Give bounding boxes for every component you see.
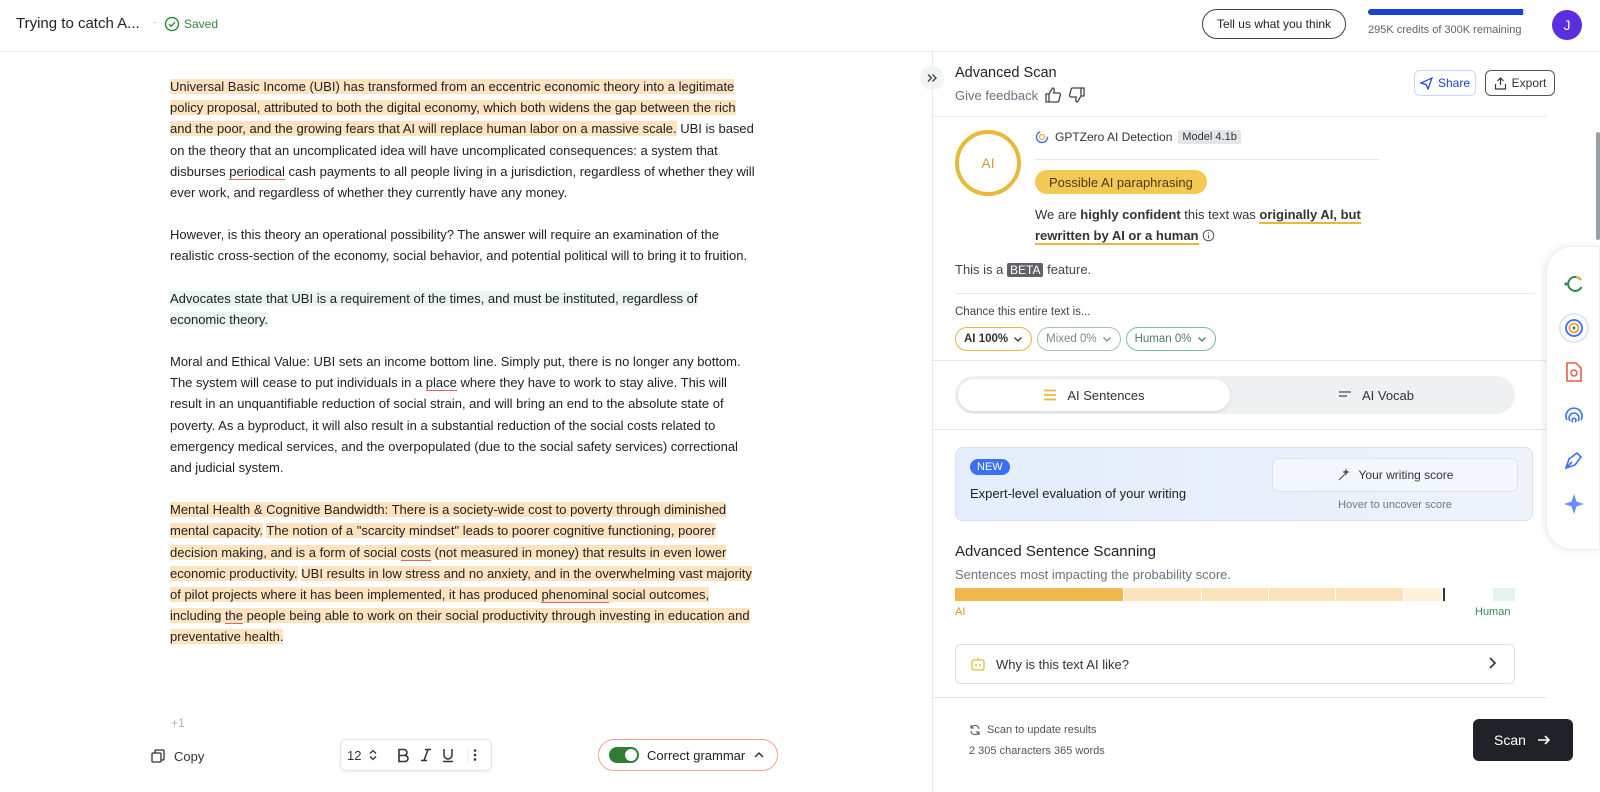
ai-highlighted-sentence[interactable]: Universal Basic Income (UBI) has transformed from an eccentric economic theory into a legitimate policy proposal, attributed to both the digital economy, which both widens the gap between the rich and the poor, and the growing fears that AI will replace human labor on a massive scale. — [170, 79, 736, 137]
divider — [933, 116, 1547, 117]
gptzero-logo-icon — [1035, 130, 1049, 144]
grammar-switch[interactable] — [609, 747, 639, 763]
writing-score-promo — [955, 447, 1533, 521]
scan-segment[interactable] — [1124, 588, 1201, 601]
panel-scrollbar[interactable] — [1596, 132, 1600, 240]
detector-label: GPTZero AI Detection — [1055, 130, 1173, 144]
thumbs-up-icon[interactable] — [1044, 86, 1062, 104]
promo-title: Expert-level evaluation of your writing — [970, 486, 1187, 501]
lines-icon — [1338, 388, 1352, 402]
scan-segment[interactable] — [1269, 588, 1335, 601]
ai-highlighted-sentence[interactable]: costs — [400, 544, 431, 560]
scan-panel — [932, 52, 1546, 792]
scanning-subtitle: Sentences most impacting the probability score. — [955, 567, 1232, 582]
copy-icon — [150, 748, 166, 764]
result-tabs — [955, 376, 1515, 414]
scan-segment[interactable] — [1443, 588, 1492, 601]
confidence-verdict[interactable]: originally AI, but rewritten by AI or a human — [1035, 207, 1361, 243]
ai-highlighted-sentence[interactable]: UBI results in low stress and no anxiety, and in the overwhelming vast majority of pilot projects where it has been implemented, it has produced — [170, 565, 752, 603]
saved-status — [164, 16, 218, 32]
refresh-icon — [969, 724, 981, 736]
rail-pen-icon[interactable] — [1561, 447, 1587, 473]
text-run: periodical — [229, 163, 285, 179]
copy-button[interactable] — [150, 748, 204, 764]
document-title[interactable]: Trying to catch A... — [16, 15, 140, 32]
why-ai-label: Why is this text AI like? — [996, 656, 1129, 672]
beta-text: This is a — [955, 262, 1008, 277]
beta-note — [955, 262, 1091, 277]
divider — [933, 360, 1547, 361]
magic-wand-icon — [1337, 468, 1351, 482]
ai-highlighted-sentence[interactable]: (not measured in money) that results in even lower economic productivity. — [170, 544, 727, 581]
writing-score-label: Your writing score — [1358, 468, 1454, 482]
classification-badge: Possible AI paraphrasing — [1035, 170, 1207, 194]
rail-document-icon[interactable] — [1561, 359, 1587, 385]
document-paragraph[interactable] — [170, 499, 755, 647]
tab-ai-sentences-label: AI Sentences — [1067, 387, 1145, 403]
grammar-label: Correct grammar — [647, 747, 746, 763]
editor-toolbar — [0, 728, 932, 792]
chip-human-label: Human 0% — [1134, 333, 1192, 345]
scan-label-human: Human — [1475, 606, 1511, 618]
chip-ai[interactable] — [955, 327, 1032, 351]
ai-highlighted-sentence[interactable]: phenominal — [541, 587, 609, 603]
tab-ai-vocab[interactable] — [1240, 379, 1512, 411]
tab-ai-sentences[interactable] — [958, 379, 1230, 411]
export-button[interactable] — [1485, 70, 1555, 96]
document-paragraph[interactable] — [170, 76, 755, 203]
tool-rail — [1546, 246, 1600, 550]
model-tag: Model 4.1b — [1178, 130, 1240, 144]
italic-icon[interactable] — [419, 747, 433, 763]
robot-icon — [970, 656, 986, 672]
text-run: place — [425, 375, 457, 391]
new-badge: NEW — [970, 459, 1010, 475]
chip-mixed-label: Mixed 0% — [1046, 333, 1097, 345]
text-run: where they have to work to stay alive. This will result in an unquantifiable reduction of social strain, and will bring an end to the absolute state of poverty. As a byproduct, it will also result in a substantial reduction of the social costs related to emergency medical services, and the overpopulated (due to the social safety services) correctional and judicial system. — [170, 375, 738, 476]
panel-title: Advanced Scan — [955, 65, 1057, 81]
share-button[interactable] — [1414, 70, 1476, 96]
rail-target-icon[interactable] — [1561, 315, 1587, 341]
document-paragraph[interactable] — [170, 288, 755, 330]
scan-segment[interactable] — [1336, 588, 1402, 601]
ai-highlighted-sentence[interactable]: the — [224, 608, 244, 624]
ai-score-ring: AI — [955, 130, 1021, 196]
text-run: Moral and Ethical Value: UBI sets an income bottom line. Simply put, there is no longer any bottom. The system will cease to put individuals in a — [170, 354, 741, 391]
writing-score-button[interactable] — [1272, 458, 1518, 492]
text-run: cash payments to all people living in a jurisdiction, regardless of whether they will ever work, and regardless of whether they currently have any money. — [170, 163, 755, 201]
export-icon — [1494, 77, 1507, 90]
divider — [933, 429, 1547, 430]
scan-button[interactable] — [1473, 719, 1573, 761]
sentence-scan-bar[interactable] — [955, 588, 1515, 601]
copy-label: Copy — [174, 748, 205, 764]
text-counts: 2 305 characters 365 words — [969, 745, 1105, 757]
chance-label: Chance this entire text is... — [955, 306, 1091, 318]
scan-segment[interactable] — [1404, 588, 1443, 601]
rail-sparkle-icon[interactable] — [1561, 491, 1587, 517]
document-paragraph[interactable] — [170, 351, 755, 478]
rail-fingerprint-icon[interactable] — [1561, 403, 1587, 429]
underline-icon[interactable] — [441, 747, 455, 763]
title-separator: · — [153, 17, 157, 28]
divider — [1035, 159, 1379, 160]
chevrons-right-icon — [926, 72, 938, 84]
chip-mixed[interactable] — [1037, 327, 1121, 351]
chevron-down-icon — [1013, 334, 1023, 344]
scan-label-ai: AI — [955, 606, 966, 618]
bold-icon[interactable] — [395, 747, 411, 763]
beta-text: feature. — [1043, 262, 1092, 277]
thumbs-down-icon[interactable] — [1068, 86, 1086, 104]
export-label: Export — [1511, 76, 1547, 90]
text-run: UBI is based on the theory that an uncomplicated idea will have uncomplicated consequences: a system that disburses — [170, 121, 754, 179]
share-label: Share — [1437, 76, 1471, 90]
document-paragraph[interactable] — [170, 224, 755, 266]
mixed-highlighted-sentence[interactable]: Advocates state that UBI is a requirement of the times, and must be instituted, regardless of economic theory. — [170, 290, 698, 327]
hover-hint: Hover to uncover score — [1338, 499, 1452, 511]
chip-human[interactable] — [1126, 327, 1216, 351]
divider — [955, 293, 1535, 294]
editor — [0, 52, 932, 792]
scan-segment[interactable] — [955, 588, 1123, 601]
why-ai-row[interactable] — [955, 644, 1515, 684]
scan-segment[interactable] — [1202, 588, 1268, 601]
scan-button-label: Scan — [1494, 732, 1526, 748]
tab-ai-vocab-label: AI Vocab — [1361, 387, 1415, 403]
scan-status — [969, 724, 1096, 736]
check-circle-icon — [164, 16, 180, 32]
confidence-level: highly confident — [1080, 207, 1181, 222]
arrow-right-icon — [1536, 732, 1552, 748]
sort-arrows-icon — [369, 749, 377, 761]
send-icon — [1420, 77, 1433, 90]
scanning-title: Advanced Sentence Scanning — [955, 543, 1156, 560]
chevron-down-icon — [1197, 334, 1207, 344]
top-bar — [0, 0, 1600, 52]
beta-tag: BETA — [1007, 263, 1043, 277]
ai-highlighted-sentence[interactable]: people being able to work on their social productivity through investing in education and preventative health. — [170, 608, 750, 645]
correct-grammar-toggle[interactable] — [598, 739, 778, 771]
ai-highlighted-sentence[interactable]: Mental Health & Cognitive Bandwidth: There is a society-wide cost to poverty through diminished mental capacity. — [170, 502, 727, 539]
format-toolbar — [340, 739, 492, 771]
ai-highlighted-sentence[interactable]: social outcomes, including — [170, 587, 710, 624]
more-indicator: +1 — [171, 716, 185, 730]
chevron-down-icon — [1102, 334, 1112, 344]
list-icon — [1043, 388, 1057, 402]
credits-text: 295K credits of 300K remaining — [1368, 24, 1522, 36]
give-feedback — [955, 86, 1086, 104]
text-run: However, is this theory an operational possibility? The answer will require an examination of the realistic cross-section of the economy, social behavior, and potential political will to bring it to fruition. — [170, 227, 748, 264]
confidence-text — [1035, 204, 1385, 246]
chevron-up-icon — [753, 749, 765, 761]
confidence-text-part: this text was — [1180, 207, 1260, 222]
saved-label: Saved — [184, 17, 219, 31]
detector-row — [1035, 130, 1241, 144]
more-vert-icon[interactable] — [467, 747, 481, 763]
avatar[interactable]: J — [1552, 10, 1582, 40]
credits-progress — [1368, 9, 1526, 15]
chevron-right-icon — [1484, 655, 1500, 671]
give-feedback-label: Give feedback — [955, 87, 1039, 103]
font-size-select[interactable]: 12 — [347, 747, 362, 763]
confidence-text-part: We are — [1035, 207, 1081, 222]
probability-chips — [955, 327, 1216, 351]
ai-highlighted-sentence[interactable]: The notion of a "scarcity mindset" leads to poorer cognitive functioning, poorer decision making, and is a form of social — [170, 523, 716, 560]
info-icon[interactable] — [1202, 229, 1215, 242]
divider — [933, 697, 1547, 698]
scan-segment[interactable] — [1493, 588, 1515, 601]
document-body[interactable] — [170, 76, 755, 669]
chip-ai-label: AI 100% — [964, 333, 1009, 345]
feedback-button[interactable]: Tell us what you think — [1202, 9, 1346, 39]
scan-status-label: Scan to update results — [987, 724, 1097, 736]
collapse-panel-button[interactable] — [920, 66, 944, 90]
credits-progress-fill — [1368, 9, 1523, 15]
rail-scan-icon[interactable] — [1561, 271, 1587, 297]
